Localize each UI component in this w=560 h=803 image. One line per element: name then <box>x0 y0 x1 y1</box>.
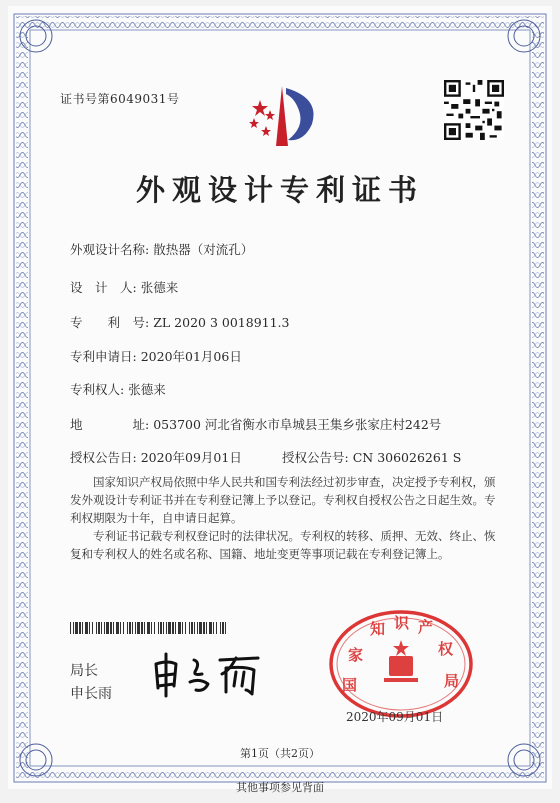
filing-date-value: 2020年01月06日 <box>140 349 242 364</box>
grant-number-row <box>282 448 461 466</box>
svg-text:识: 识 <box>394 614 410 632</box>
designer-label: 设 计 人: <box>70 280 137 295</box>
address-value: 053700 河北省衡水市阜城县王集乡张家庄村242号 <box>153 417 442 432</box>
patent-number-row <box>70 313 290 331</box>
handwritten-signature <box>150 650 270 700</box>
qr-code-icon <box>444 80 504 140</box>
designer-row <box>70 278 178 296</box>
grant-date-label: 授权公告日: <box>70 450 137 465</box>
grant-date-value: 2020年09月01日 <box>140 450 242 465</box>
patent-number-label: 专 利 号: <box>70 315 150 330</box>
svg-text:产: 产 <box>418 618 434 636</box>
svg-text:知: 知 <box>370 620 386 638</box>
grant-date-row <box>70 448 242 466</box>
patent-number-value: ZL 2020 3 0018911.3 <box>153 315 290 330</box>
designer-value: 张德来 <box>140 280 179 295</box>
design-name-value: 散热器（对流孔） <box>153 242 254 257</box>
official-seal-icon <box>326 608 476 718</box>
design-name-row <box>70 240 253 258</box>
patentee-row <box>70 380 166 398</box>
filing-date-row <box>70 347 242 365</box>
patentee-label: 专利权人: <box>70 382 125 397</box>
address-row <box>70 415 441 433</box>
address-label: 地 址: <box>70 417 150 432</box>
legal-status-paragraph: 专利证书记载专利权登记时的法律状况。专利权的转移、质押、无效、终止、恢复和专利权人的姓名或名称、国籍、地址变更等事项记载在专利登记簿上。 <box>70 529 496 561</box>
certificate-title: 外观设计专利证书 <box>135 173 424 207</box>
svg-text:权: 权 <box>438 640 454 658</box>
seal-date: 2020年09月01日 <box>346 710 444 724</box>
svg-text:家: 家 <box>348 646 364 664</box>
svg-text:国: 国 <box>342 676 358 694</box>
page-number: 第1页（共2页） <box>240 747 320 760</box>
footer-note: 其他事项参见背面 <box>236 781 324 794</box>
cnipa-emblem-icon <box>232 80 332 152</box>
grant-number-label: 授权公告号: <box>282 450 349 465</box>
grant-statement-paragraph: 国家知识产权局依照中华人民共和国专利法经过初步审查，决定授予专利权，颁发外观设计专利证书并在专利登记簿上予以登记。专利权自授权公告之日起生效。专利权期限为十年，自申请日起算。 <box>70 475 496 525</box>
grant-number-value: CN 306026261 S <box>352 450 462 465</box>
certificate-number: 证书号第6049031号 <box>60 92 180 106</box>
patentee-value: 张德来 <box>128 382 166 397</box>
director-name: 申长雨 <box>70 686 112 702</box>
svg-text:局: 局 <box>444 672 460 690</box>
filing-date-label: 专利申请日: <box>70 349 137 364</box>
barcode-strip <box>70 622 230 634</box>
design-name-label: 外观设计名称: <box>70 242 150 257</box>
director-title: 局长 <box>70 663 98 679</box>
